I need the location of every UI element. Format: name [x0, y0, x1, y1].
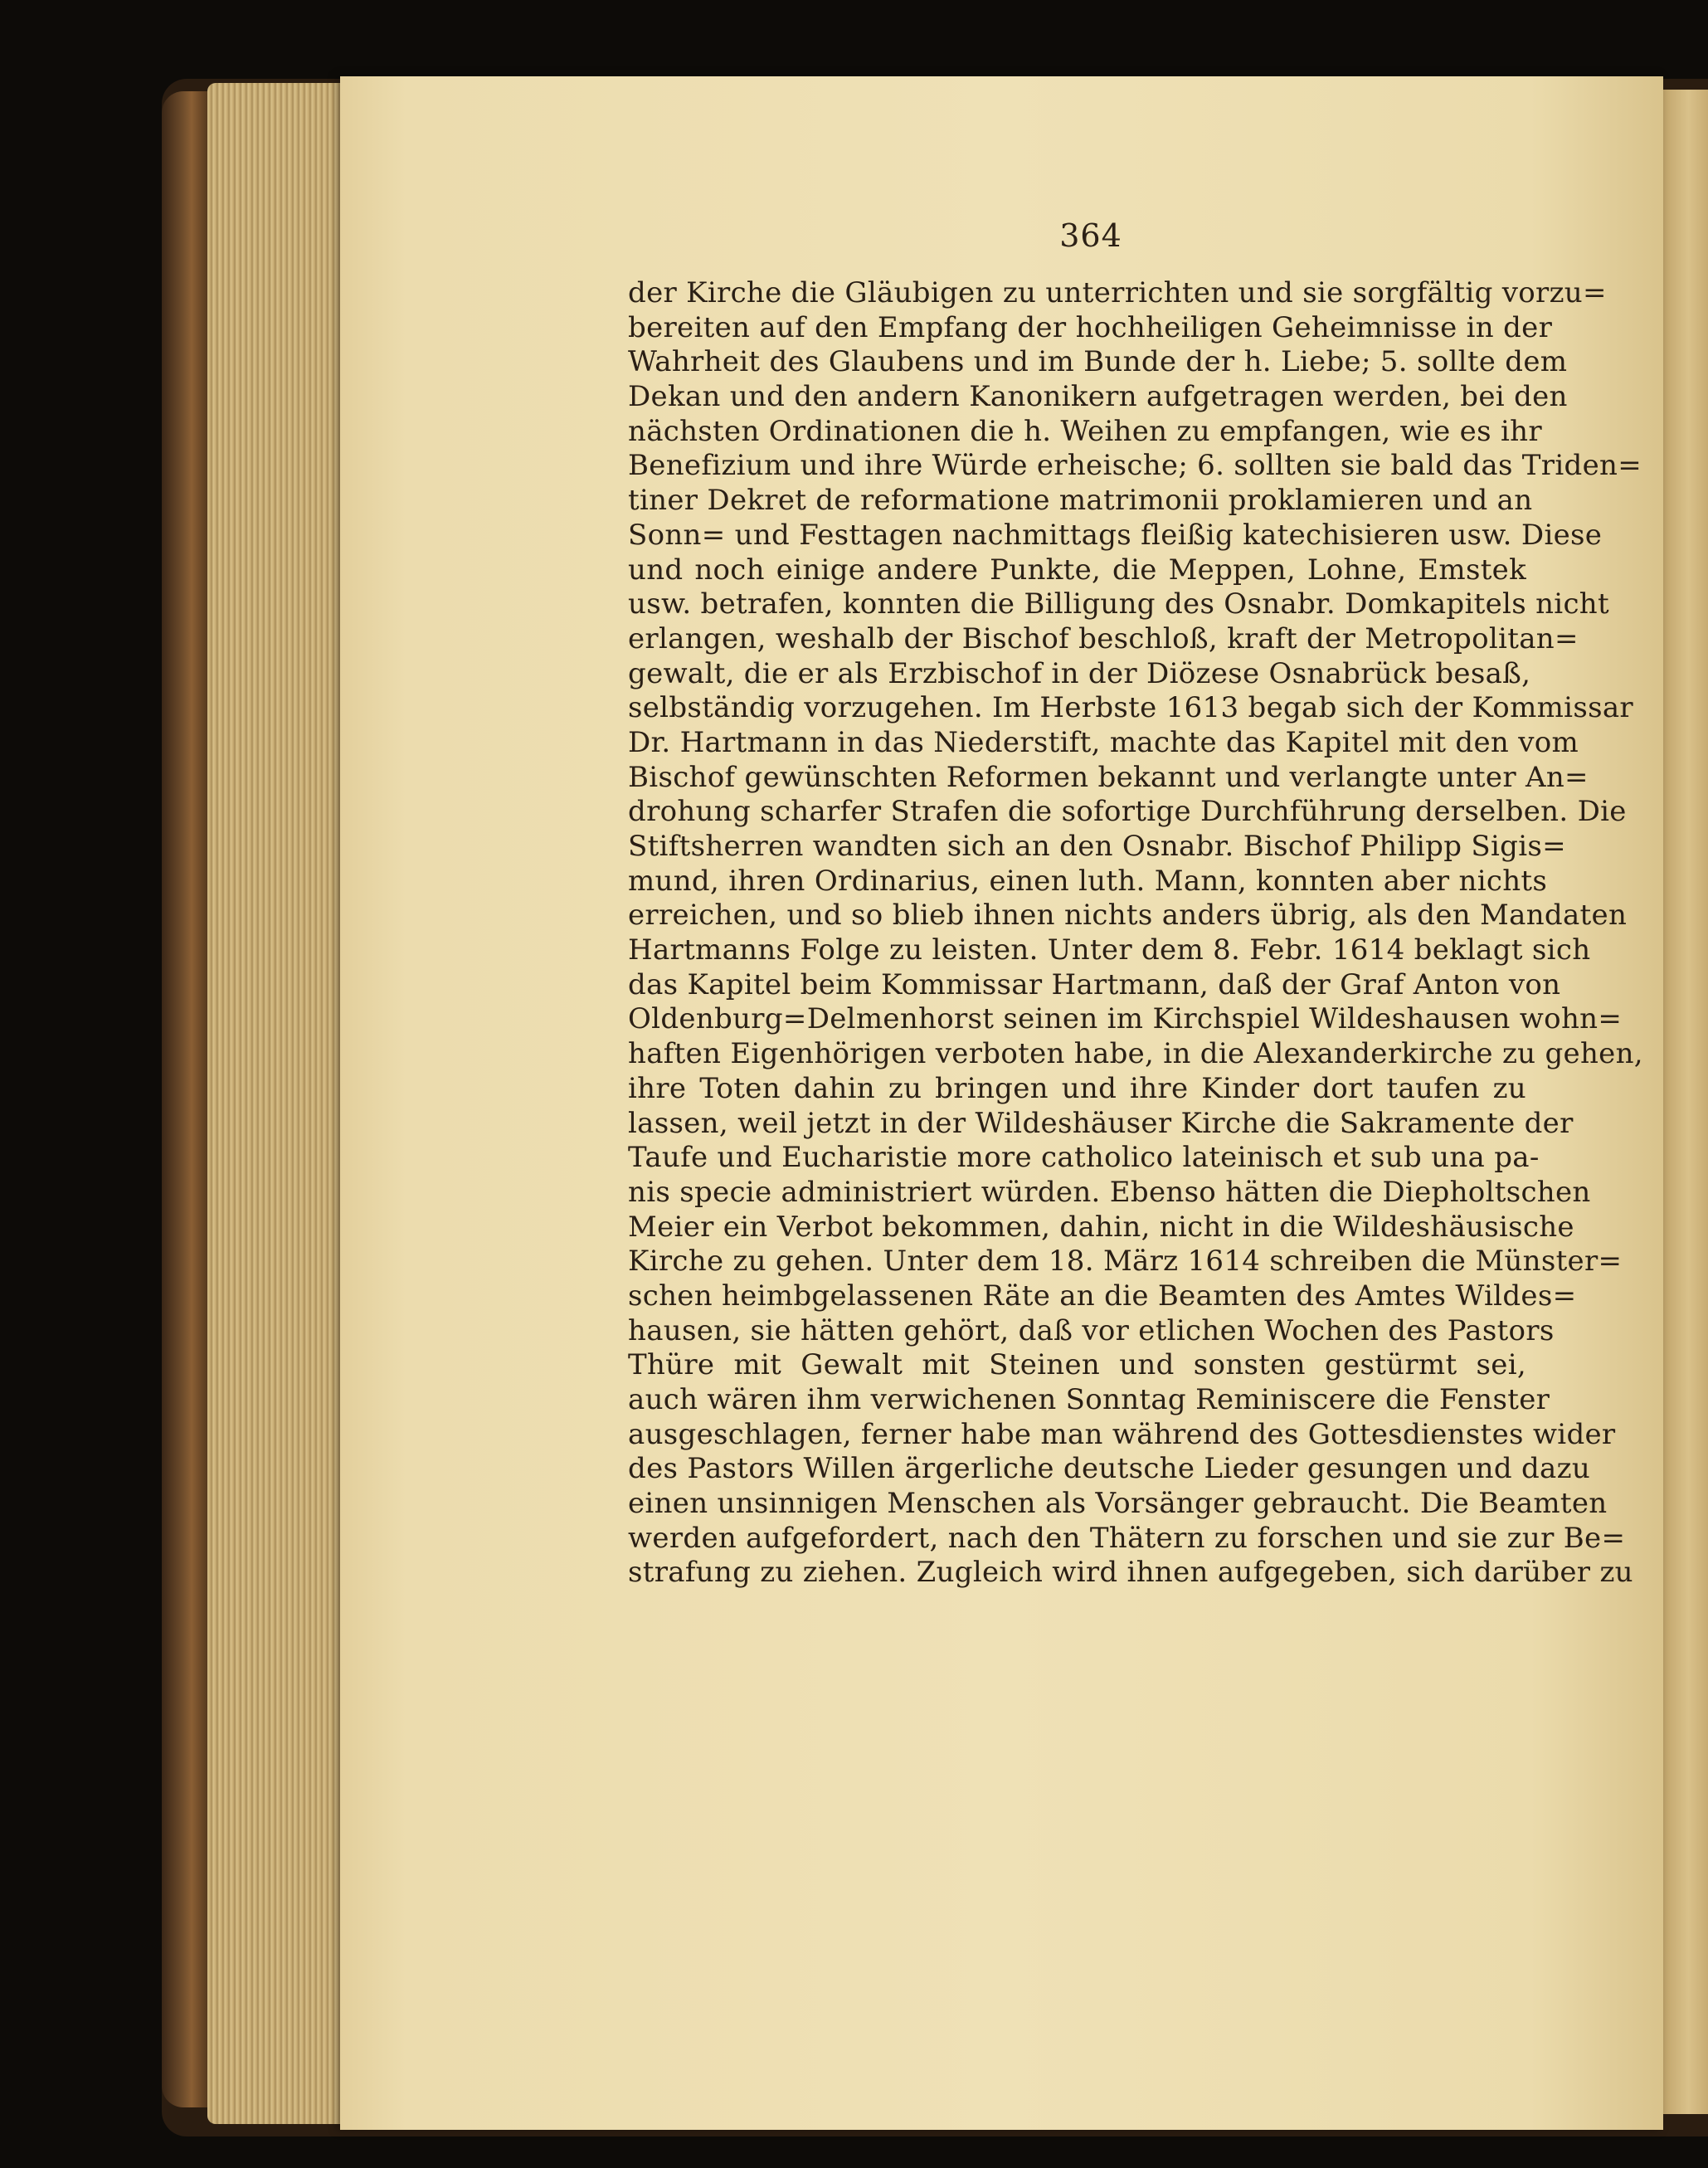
text-line: strafung zu ziehen. Zugleich wird ihnen aufgegeben, sich darüber zu	[628, 1556, 1633, 1590]
text-line: Hartmanns Folge zu leisten. Unter dem 8. Febr. 1614 beklagt sich	[628, 933, 1591, 967]
text-line: Benefizium und ihre Würde erheische; 6. sollten sie bald das Triden=	[628, 449, 1642, 483]
text-line: Bischof gewünschten Reformen bekannt und verlangte unter An=	[628, 760, 1589, 794]
book-spine	[162, 91, 212, 2107]
text-line: Kirche zu gehen. Unter dem 18. März 1614 schreiben die Münster=	[628, 1245, 1623, 1279]
text-line: ihre Toten dahin zu bringen und ihre Kinder dort taufen zu	[628, 1071, 1526, 1105]
text-line: Oldenburg=Delmenhorst seinen im Kirchspiel Wildeshausen wohn=	[628, 1002, 1623, 1036]
text-line: einen unsinnigen Menschen als Vorsänger gebraucht. Die Beamten	[628, 1487, 1608, 1521]
text-line: und noch einige andere Punkte, die Meppen, Lohne, Emstek	[628, 553, 1526, 587]
text-line: des Pastors Willen ärgerliche deutsche Lieder gesungen und dazu	[628, 1452, 1591, 1486]
text-line: erlangen, weshalb der Bischof beschloß, kraft der Metropolitan=	[628, 621, 1579, 655]
text-line: der Kirche die Gläubigen zu unterrichten und sie sorgfältig vorzu=	[628, 276, 1607, 309]
text-line: nis specie administriert würden. Ebenso hätten die Diepholtschen	[628, 1175, 1591, 1209]
text-line: hausen, sie hätten gehört, daß vor etlichen Wochen des Pastors	[628, 1313, 1555, 1347]
text-line: nächsten Ordinationen die h. Weihen zu empfangen, wie es ihr	[628, 414, 1542, 448]
page-number: 364	[1059, 217, 1122, 254]
text-line: Dekan und den andern Kanonikern aufgetragen werden, bei den	[628, 380, 1568, 414]
text-line: schen heimbgelassenen Räte an die Beamten des Amtes Wildes=	[628, 1279, 1577, 1313]
text-line: drohung scharfer Strafen die sofortige Durchführung derselben. Die	[628, 795, 1627, 829]
text-line: Meier ein Verbot bekommen, dahin, nicht in die Wildeshäusische	[628, 1210, 1574, 1244]
facing-page-edge	[1659, 90, 1708, 2114]
text-line: das Kapitel beim Kommissar Hartmann, daß der Graf Anton von	[628, 967, 1561, 1001]
text-line: gewalt, die er als Erzbischof in der Diözese Osnabrück besaß,	[628, 656, 1531, 690]
text-line: lassen, weil jetzt in der Wildeshäuser Kirche die Sakramente der	[628, 1106, 1574, 1140]
text-line: tiner Dekret de reformatione matrimonii proklamieren und an	[628, 484, 1533, 518]
text-line: usw. betrafen, konnten die Billigung des Osnabr. Domkapitels nicht	[628, 587, 1609, 621]
text-line: auch wären ihm verwichenen Sonntag Reminiscere die Fenster	[628, 1383, 1550, 1416]
text-line: Taufe und Eucharistie more catholico lateinisch et sub una pa-	[628, 1141, 1540, 1175]
text-line: werden aufgefordert, nach den Thätern zu forschen und sie zur Be=	[628, 1521, 1626, 1555]
text-line: mund, ihren Ordinarius, einen luth. Mann, konnten aber nichts	[628, 864, 1548, 898]
body-text	[628, 276, 1643, 1591]
text-line: erreichen, und so blieb ihnen nichts anders übrig, als den Mandaten	[628, 899, 1628, 933]
page-edges	[207, 83, 353, 2124]
text-line: Thüre mit Gewalt mit Steinen und sonsten gestürmt sei,	[628, 1348, 1526, 1382]
text-line: selbständig vorzugehen. Im Herbste 1613 begab sich der Kommissar	[628, 691, 1633, 725]
text-line: Dr. Hartmann in das Niederstift, machte das Kapitel mit den vom	[628, 725, 1579, 759]
text-line: ausgeschlagen, ferner habe man während des Gottesdienstes wider	[628, 1417, 1616, 1451]
text-line: haften Eigenhörigen verboten habe, in die Alexanderkirche zu gehen,	[628, 1037, 1643, 1071]
text-line: Sonn= und Festtagen nachmittags fleißig katechisieren usw. Diese	[628, 518, 1603, 552]
text-line: bereiten auf den Empfang der hochheiligen Geheimnisse in der	[628, 310, 1553, 344]
text-line: Wahrheit des Glaubens und im Bunde der h. Liebe; 5. sollte dem	[628, 345, 1568, 379]
text-line: Stiftsherren wandten sich an den Osnabr. Bischof Philipp Sigis=	[628, 830, 1566, 863]
